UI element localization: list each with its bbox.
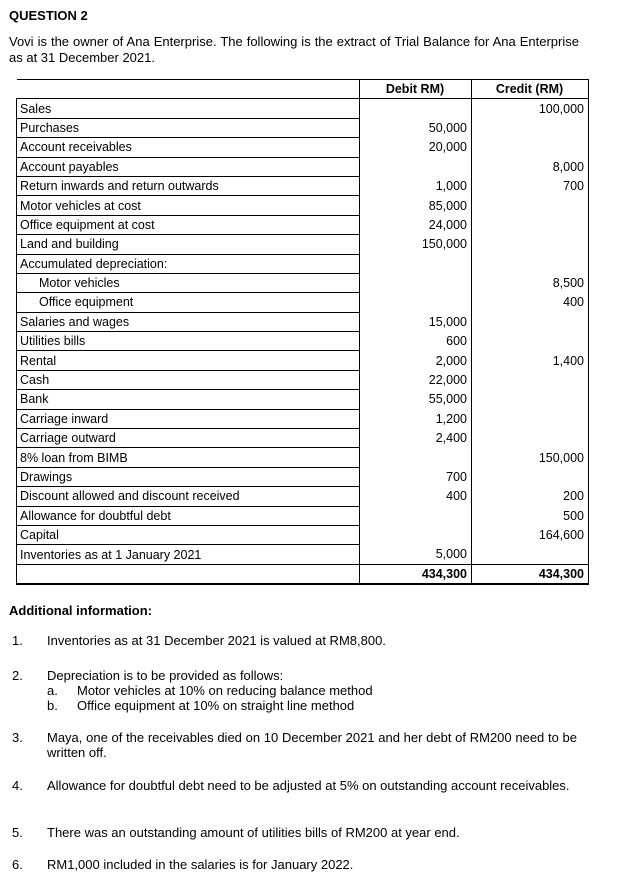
info-item-number: 1. [12,633,23,648]
info-item-text: Inventories as at 31 December 2021 is valued at RM8,800. [47,633,386,648]
row-credit [472,138,589,157]
table-row [17,487,589,506]
total-debit: 434,300 [360,564,472,584]
row-credit [472,312,589,331]
row-debit: 150,000 [360,235,472,254]
info-item-number: 6. [12,857,23,872]
row-debit: 2,000 [360,351,472,370]
row-debit: 600 [360,332,472,351]
table-row [17,429,589,448]
row-debit: 2,400 [360,429,472,448]
header-debit: Debit RM) [360,80,472,99]
table-row [17,138,589,157]
row-label: Cash [17,370,360,389]
table-row [17,235,589,254]
row-label: Land and building [17,235,360,254]
row-credit [472,390,589,409]
row-label: Sales [17,99,360,118]
table-row [17,176,589,195]
total-credit: 434,300 [472,564,589,584]
row-credit [472,429,589,448]
row-label: Carriage inward [17,409,360,428]
row-label: Account receivables [17,138,360,157]
additional-info-title: Additional information: [9,603,152,618]
row-label: Utilities bills [17,332,360,351]
row-credit [472,370,589,389]
row-credit: 1,400 [472,351,589,370]
row-debit: 1,200 [360,409,472,428]
row-label: Salaries and wages [17,312,360,331]
header-blank [17,80,360,99]
row-credit: 150,000 [472,448,589,467]
row-label: Allowance for doubtful debt [17,506,360,525]
info-item-number: 3. [12,730,23,745]
table-row [17,545,589,564]
table-row [17,293,589,312]
row-label: Bank [17,390,360,409]
row-debit [360,157,472,176]
info-item-text: RM1,000 included in the salaries is for January 2022. [47,857,354,872]
info-subitem-text: Motor vehicles at 10% on reducing balance method [77,683,373,698]
table-row [17,390,589,409]
question-title: QUESTION 2 [9,8,88,23]
row-credit [472,409,589,428]
row-credit: 500 [472,506,589,525]
table-row [17,254,589,273]
row-label: Motor vehicles [17,273,360,292]
row-debit: 5,000 [360,545,472,564]
table-header-row [17,80,589,99]
row-debit [360,273,472,292]
info-subitem [47,698,354,713]
row-label: Drawings [17,467,360,486]
row-credit [472,545,589,564]
header-credit: Credit (RM) [472,80,589,99]
row-debit: 85,000 [360,196,472,215]
table-row [17,467,589,486]
row-debit: 15,000 [360,312,472,331]
info-item-text: There was an outstanding amount of utilities bills of RM200 at year end. [47,825,460,840]
row-debit: 20,000 [360,138,472,157]
info-subitem-letter: a. [47,683,58,698]
row-credit: 400 [472,293,589,312]
info-item-text: Depreciation is to be provided as follows: [47,668,284,683]
row-label: Purchases [17,118,360,137]
totals-label [17,564,360,584]
info-item-number: 5. [12,825,23,840]
info-subitem [47,683,373,698]
row-credit [472,215,589,234]
table-row [17,370,589,389]
row-credit [472,196,589,215]
row-debit [360,448,472,467]
row-credit [472,254,589,273]
row-debit: 700 [360,467,472,486]
row-label: 8% loan from BIMB [17,448,360,467]
row-credit: 164,600 [472,525,589,544]
row-credit: 8,000 [472,157,589,176]
row-label: Account payables [17,157,360,176]
row-label: Inventories as at 1 January 2021 [17,545,360,564]
row-debit: 50,000 [360,118,472,137]
row-label: Rental [17,351,360,370]
row-debit: 1,000 [360,176,472,195]
row-label: Office equipment [17,293,360,312]
table-row [17,448,589,467]
row-label: Motor vehicles at cost [17,196,360,215]
info-item-text: Allowance for doubtful debt need to be adjusted at 5% on outstanding account receivables. [47,778,570,793]
row-debit [360,254,472,273]
table-row [17,332,589,351]
info-item-number: 2. [12,668,23,683]
table-row [17,351,589,370]
row-credit [472,235,589,254]
table-row [17,118,589,137]
table-row [17,525,589,544]
row-credit: 100,000 [472,99,589,118]
row-debit: 55,000 [360,390,472,409]
row-credit: 700 [472,176,589,195]
row-credit: 8,500 [472,273,589,292]
row-label: Carriage outward [17,429,360,448]
info-item-text: Maya, one of the receivables died on 10 December 2021 and her debt of RM200 need to be written off. [47,730,577,760]
info-subitem-letter: b. [47,698,58,713]
row-debit: 24,000 [360,215,472,234]
row-credit [472,118,589,137]
row-credit [472,332,589,351]
totals-row [17,564,589,584]
row-debit [360,99,472,118]
table-row [17,99,589,118]
row-label: Capital [17,525,360,544]
row-label: Accumulated depreciation: [17,254,360,273]
table-row [17,157,589,176]
intro-paragraph: Vovi is the owner of Ana Enterprise. The following is the extract of Trial Balance for Ana Enterprise as at 31 December 2021. [9,34,579,65]
row-credit [472,467,589,486]
row-credit: 200 [472,487,589,506]
table-row [17,273,589,292]
row-debit: 22,000 [360,370,472,389]
info-item-number: 4. [12,778,23,793]
row-debit [360,506,472,525]
table-row [17,215,589,234]
row-label: Office equipment at cost [17,215,360,234]
table-row [17,312,589,331]
trial-balance-table [16,79,589,585]
row-debit: 400 [360,487,472,506]
row-debit [360,525,472,544]
row-label: Discount allowed and discount received [17,487,360,506]
table-row [17,409,589,428]
table-row [17,196,589,215]
row-label: Return inwards and return outwards [17,176,360,195]
table-row [17,506,589,525]
row-debit [360,293,472,312]
info-subitem-text: Office equipment at 10% on straight line method [77,698,355,713]
